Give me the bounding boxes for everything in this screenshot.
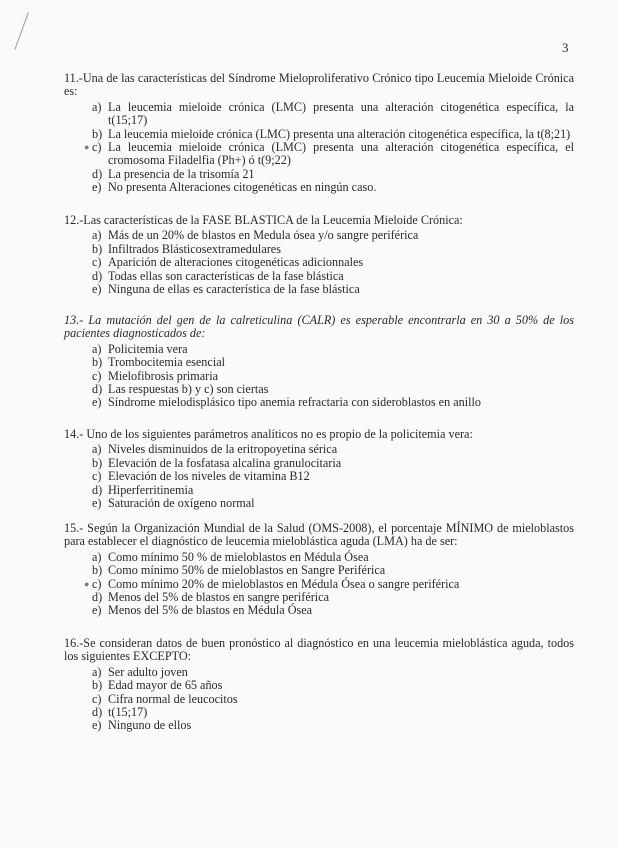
option-letter: d) xyxy=(92,382,103,397)
option-text: Saturación de oxígeno normal xyxy=(108,496,255,511)
option-text: Las respuestas b) y c) son ciertas xyxy=(108,382,269,397)
option-b xyxy=(92,679,574,692)
option-b xyxy=(92,457,574,470)
question-11 xyxy=(64,72,574,195)
option-text: Todas ellas son características de la fase blástica xyxy=(108,268,344,283)
option-b xyxy=(92,243,574,256)
option-letter: b) xyxy=(92,678,103,693)
option-letter: d) xyxy=(92,590,103,605)
option-text: Ninguna de ellas es característica de la fase blástica xyxy=(108,282,360,297)
option-letter: e) xyxy=(92,395,102,410)
option-letter: a) xyxy=(92,228,102,243)
option-c xyxy=(84,576,574,591)
option-c xyxy=(92,470,574,483)
option-text: Niveles disminuidos de la eritropoyetina sérica xyxy=(108,442,338,457)
option-letter: e) xyxy=(92,718,102,733)
answer-mark-icon: ● xyxy=(84,142,90,153)
question-text: 14.- Uno de los siguientes parámetros analíticos no es propio de la policitemia vera: xyxy=(64,427,473,441)
option-letter: b) xyxy=(92,455,103,470)
options-list xyxy=(64,101,574,195)
option-letter: b) xyxy=(92,355,103,370)
option-d xyxy=(92,270,574,283)
option-text: Hiperferritinemia xyxy=(108,482,194,497)
option-text: Trombocitemia esencial xyxy=(108,355,225,370)
option-text: La leucemia mieloide crónica (LMC) presenta una alteración citogenética específica, el cromosoma Filadelfia (Ph+) ó t(9;22) xyxy=(108,140,574,168)
option-text: t(15;17) xyxy=(108,705,148,720)
option-e xyxy=(92,719,574,732)
question-12 xyxy=(64,214,574,296)
option-text: Edad mayor de 65 años xyxy=(108,678,223,693)
question-16 xyxy=(64,637,574,733)
option-text: Menos del 5% de blastos en sangre periférica xyxy=(108,590,329,605)
option-text: Más de un 20% de blastos en Medula ósea y/o sangre periférica xyxy=(108,228,419,243)
option-text: Aparición de alteraciones citogenéticas adicionnales xyxy=(108,255,364,270)
option-letter: a) xyxy=(92,442,102,457)
options-list xyxy=(64,229,574,296)
option-text: Como mínimo 20% de mieloblastos en Médula Ósea o sangre periférica xyxy=(108,576,460,591)
option-letter: d) xyxy=(92,166,103,181)
options-list xyxy=(64,343,574,410)
question-13 xyxy=(64,314,574,410)
option-a xyxy=(92,101,574,128)
option-text: La leucemia mieloide crónica (LMC) presenta una alteración citogenética específica, la t(15;17) xyxy=(108,99,574,128)
option-a xyxy=(92,551,574,564)
option-letter: b) xyxy=(92,563,103,578)
option-text: Síndrome mielodisplásico tipo anemia refractaria con sideroblastos en anillo xyxy=(108,395,481,410)
option-b xyxy=(92,564,574,577)
option-text: No presenta Alteraciones citogenéticas en ningún caso. xyxy=(108,180,377,195)
options-list xyxy=(64,443,574,510)
option-text: Infiltrados Blásticosextramedulares xyxy=(108,241,281,256)
option-text: Mielofibrosis primaria xyxy=(108,368,219,383)
question-15 xyxy=(64,522,574,618)
option-a xyxy=(92,343,574,356)
option-text: Ninguno de ellos xyxy=(108,718,192,733)
page-number: 3 xyxy=(562,40,569,55)
option-text: Elevación de los niveles de vitamina B12 xyxy=(108,469,310,484)
option-letter: d) xyxy=(92,482,103,497)
question-text: 15.- Según la Organización Mundial de la Salud (OMS-2008), el porcentaje MÍNIMO de mieloblastos para establecer el diagnóstico de leucemia mieloblástica aguda (LMA) ha de ser: xyxy=(64,521,574,549)
options-list xyxy=(64,551,574,618)
option-letter: c) xyxy=(92,368,102,383)
option-letter: d) xyxy=(92,268,103,283)
answer-mark-icon: ● xyxy=(84,578,90,589)
option-text: Elevación de la fosfatasa alcalina granulocitaria xyxy=(108,455,342,470)
option-d xyxy=(92,591,574,604)
option-letter: a) xyxy=(92,549,102,564)
option-a xyxy=(92,229,574,242)
option-letter: c) xyxy=(92,140,102,155)
option-d xyxy=(92,706,574,719)
option-e xyxy=(92,497,574,510)
option-letter: a) xyxy=(92,99,102,114)
option-letter: a) xyxy=(92,341,102,356)
option-c xyxy=(92,693,574,706)
option-text: Menos del 5% de blastos en Médula Ósea xyxy=(108,603,313,618)
question-text: 11.-Una de las características del Síndrome Mieloproliferativo Crónico tipo Leucemia Mieloide Crónica es: xyxy=(64,71,574,99)
option-letter: c) xyxy=(92,469,102,484)
option-letter: d) xyxy=(92,705,103,720)
option-text: La presencia de la trisomía 21 xyxy=(108,166,255,181)
question-text: 16.-Se consideran datos de buen pronóstico al diagnóstico en una leucemia mieloblástica aguda, todos los siguientes EXCEPTO: xyxy=(64,636,574,664)
option-text: Como mínimo 50 % de mieloblastos en Médula Ósea xyxy=(108,549,369,564)
scan-edge-line xyxy=(14,12,29,50)
option-e xyxy=(92,181,574,194)
option-c xyxy=(92,256,574,269)
option-a xyxy=(92,666,574,679)
option-text: Policitemia vera xyxy=(108,341,188,356)
question-text: 13.- La mutación del gen de la calreticulina (CALR) es esperable encontrarla en 30 a 50% de los pacientes diagnosticados de: xyxy=(64,313,574,341)
option-text: Como mínimo 50% de mieloblastos en Sangre Periférica xyxy=(108,563,386,578)
option-e xyxy=(92,283,574,296)
option-letter: c) xyxy=(92,576,102,591)
option-letter: e) xyxy=(92,496,102,511)
question-14 xyxy=(64,428,574,510)
option-text: Cifra normal de leucocitos xyxy=(108,691,238,706)
option-c xyxy=(92,370,574,383)
option-letter: c) xyxy=(92,691,102,706)
option-letter: b) xyxy=(92,241,103,256)
option-letter: c) xyxy=(92,255,102,270)
option-text: La leucemia mieloide crónica (LMC) presenta una alteración citogenética específica, la t(8;21) xyxy=(108,126,571,141)
option-letter: e) xyxy=(92,180,102,195)
option-c xyxy=(84,140,574,168)
option-letter: b) xyxy=(92,126,103,141)
option-d xyxy=(92,168,574,181)
option-letter: a) xyxy=(92,664,102,679)
option-letter: e) xyxy=(92,282,102,297)
option-b xyxy=(92,356,574,369)
option-e xyxy=(92,396,574,409)
option-d xyxy=(92,383,574,396)
question-text: 12.-Las características de la FASE BLASTICA de la Leucemia Mieloide Crónica: xyxy=(64,213,463,227)
option-letter: e) xyxy=(92,603,102,618)
option-e xyxy=(92,604,574,617)
options-list xyxy=(64,666,574,733)
option-d xyxy=(92,484,574,497)
option-b xyxy=(92,128,574,141)
option-a xyxy=(92,443,574,456)
option-text: Ser adulto joven xyxy=(108,664,188,679)
